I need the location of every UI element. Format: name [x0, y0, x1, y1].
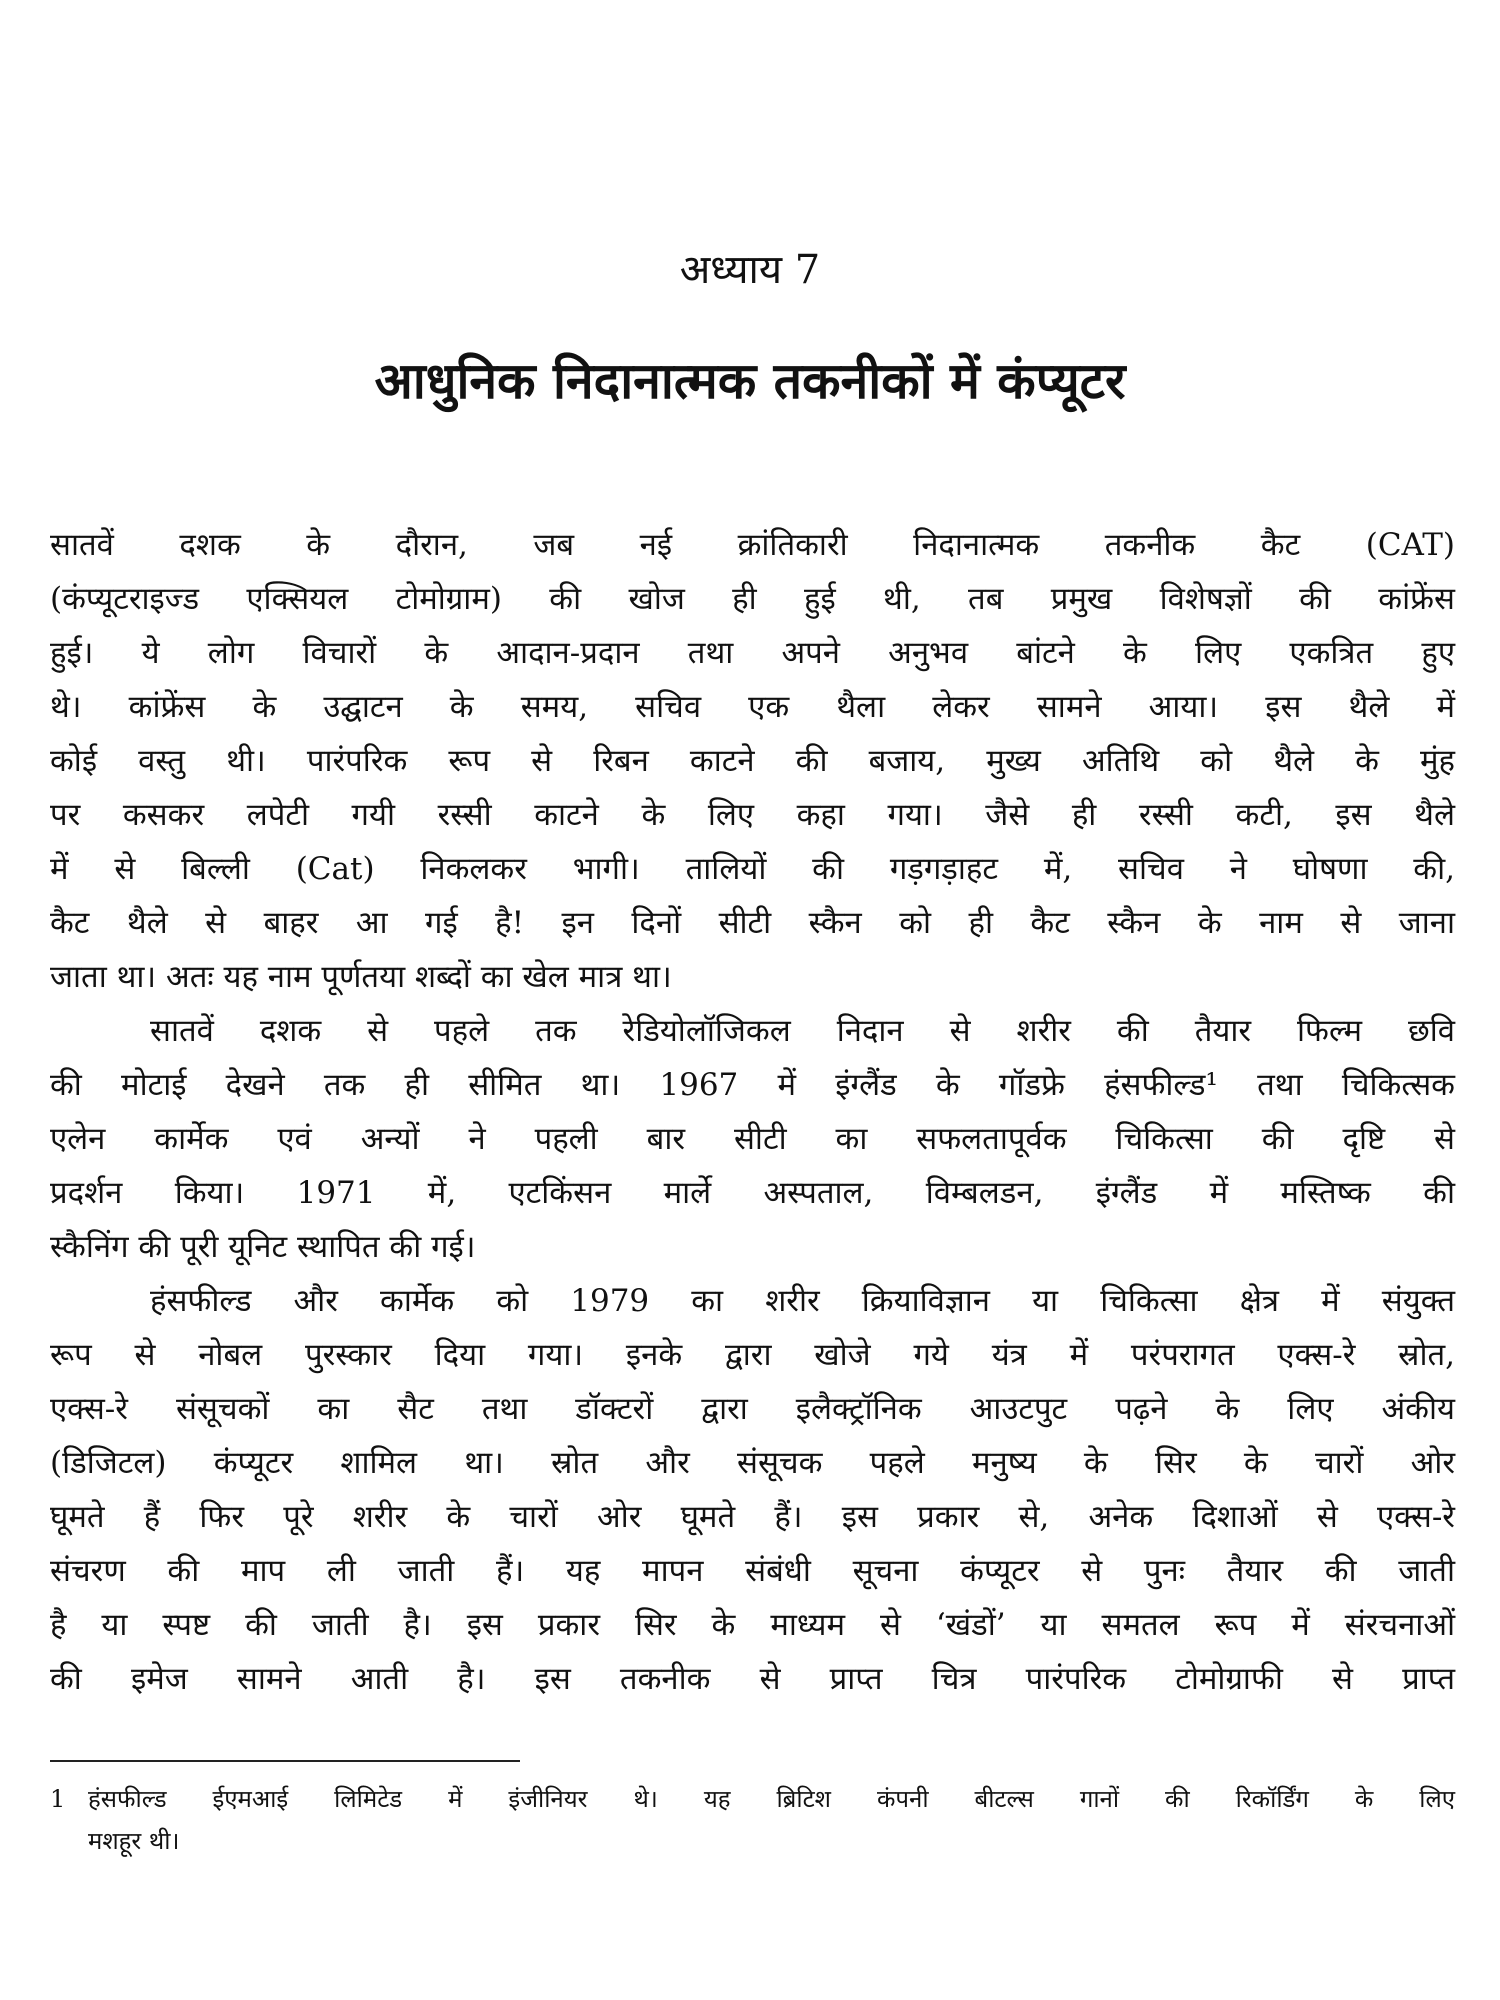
text-line: कैट थैले से बाहर आ गई है! इन दिनों सीटी स्कैन को ही कैट स्कैन के नाम से जाना	[50, 905, 1455, 941]
text-line: थे। कांफ्रेंस के उद्घाटन के समय, सचिव एक थैला लेकर सामने आया। इस थैले में	[50, 689, 1455, 725]
text-line: संचरण की माप ली जाती हैं। यह मापन संबंधी सूचना कंप्यूटर से पुनः तैयार की जाती	[50, 1553, 1455, 1589]
text-line: (कंप्यूटराइज्ड एक्सियल टोमोग्राम) की खोज ही हुई थी, तब प्रमुख विशेषज्ञों की कांफ्रेंस	[50, 581, 1455, 617]
text-line: कोई वस्तु थी। पारंपरिक रूप से रिबन काटने की बजाय, मुख्य अतिथि को थैले के मुंह	[50, 743, 1455, 779]
text-line: हंसफील्ड और कार्मेक को 1979 का शरीर क्रियाविज्ञान या चिकित्सा क्षेत्र में संयुक्त	[150, 1283, 1455, 1319]
text-line: हुई। ये लोग विचारों के आदान-प्रदान तथा अपने अनुभव बांटने के लिए एकत्रित हुए	[50, 635, 1455, 671]
body-text	[50, 518, 1455, 1706]
text-line: एलेन कार्मेक एवं अन्यों ने पहली बार सीटी का सफलतापूर्वक चिकित्सा की दृष्टि से	[50, 1121, 1455, 1157]
footnote-number: 1	[50, 1785, 66, 1813]
text-line: पर कसकर लपेटी गयी रस्सी काटने के लिए कहा गया। जैसे ही रस्सी कटी, इस थैले	[50, 797, 1455, 833]
footnote-line: मशहूर थी।	[88, 1827, 180, 1855]
paragraph-3	[50, 1274, 1455, 1706]
text-line: सातवें दशक से पहले तक रेडियोलॉजिकल निदान से शरीर की तैयार फिल्म छवि	[150, 1013, 1455, 1049]
footnote	[50, 1778, 1455, 1862]
text-line: एक्स-रे संसूचकों का सैट तथा डॉक्टरों द्वारा इलैक्ट्रॉनिक आउटपुट पढ़ने के लिए अंकीय	[50, 1391, 1455, 1427]
paragraph-1	[50, 518, 1455, 1004]
text-line: जाता था। अतः यह नाम पूर्णतया शब्दों का खेल मात्र था।	[50, 959, 672, 995]
text-line: में से बिल्ली (Cat) निकलकर भागी। तालियों की गड़गड़ाहट में, सचिव ने घोषणा की,	[50, 851, 1455, 887]
text-line: प्रदर्शन किया। 1971 में, एटकिंसन मार्ले अस्पताल, विम्बलडन, इंग्लैंड में मस्तिष्क की	[50, 1175, 1455, 1211]
text-line: रूप से नोबल पुरस्कार दिया गया। इनके द्वारा खोजे गये यंत्र में परंपरागत एक्स-रे स्रोत,	[50, 1337, 1455, 1373]
chapter-title: आधुनिक निदानात्मक तकनीकों में कंप्यूटर	[374, 351, 1126, 410]
chapter-label: अध्याय 7	[679, 247, 821, 293]
footnote-line: हंसफील्ड ईएमआई लिमिटेड में इंजीनियर थे। यह ब्रिटिश कंपनी बीटल्स गानों की रिकॉर्डिंग के लिए	[88, 1785, 1455, 1813]
text-line: स्कैनिंग की पूरी यूनिट स्थापित की गई।	[50, 1229, 476, 1265]
footnote-divider	[50, 1760, 520, 1762]
text-line: है या स्पष्ट की जाती है। इस प्रकार सिर के माध्यम से ‘खंडों’ या समतल रूप में संरचनाओं	[50, 1607, 1455, 1643]
text-line: की मोटाई देखने तक ही सीमित था। 1967 में इंग्लैंड के गॉडफ्रे हंसफील्ड¹ तथा चिकित्सक	[50, 1067, 1455, 1103]
text-line: (डिजिटल) कंप्यूटर शामिल था। स्रोत और संसूचक पहले मनुष्य के सिर के चारों ओर	[50, 1445, 1455, 1481]
text-line: की इमेज सामने आती है। इस तकनीक से प्राप्त चित्र पारंपरिक टोमोग्राफी से प्राप्त	[50, 1661, 1455, 1697]
text-line: सातवें दशक के दौरान, जब नई क्रांतिकारी निदानात्मक तकनीक कैट (CAT)	[50, 527, 1455, 563]
text-line: घूमते हैं फिर पूरे शरीर के चारों ओर घूमते हैं। इस प्रकार से, अनेक दिशाओं से एक्स-रे	[50, 1499, 1455, 1535]
paragraph-2	[50, 1004, 1455, 1274]
